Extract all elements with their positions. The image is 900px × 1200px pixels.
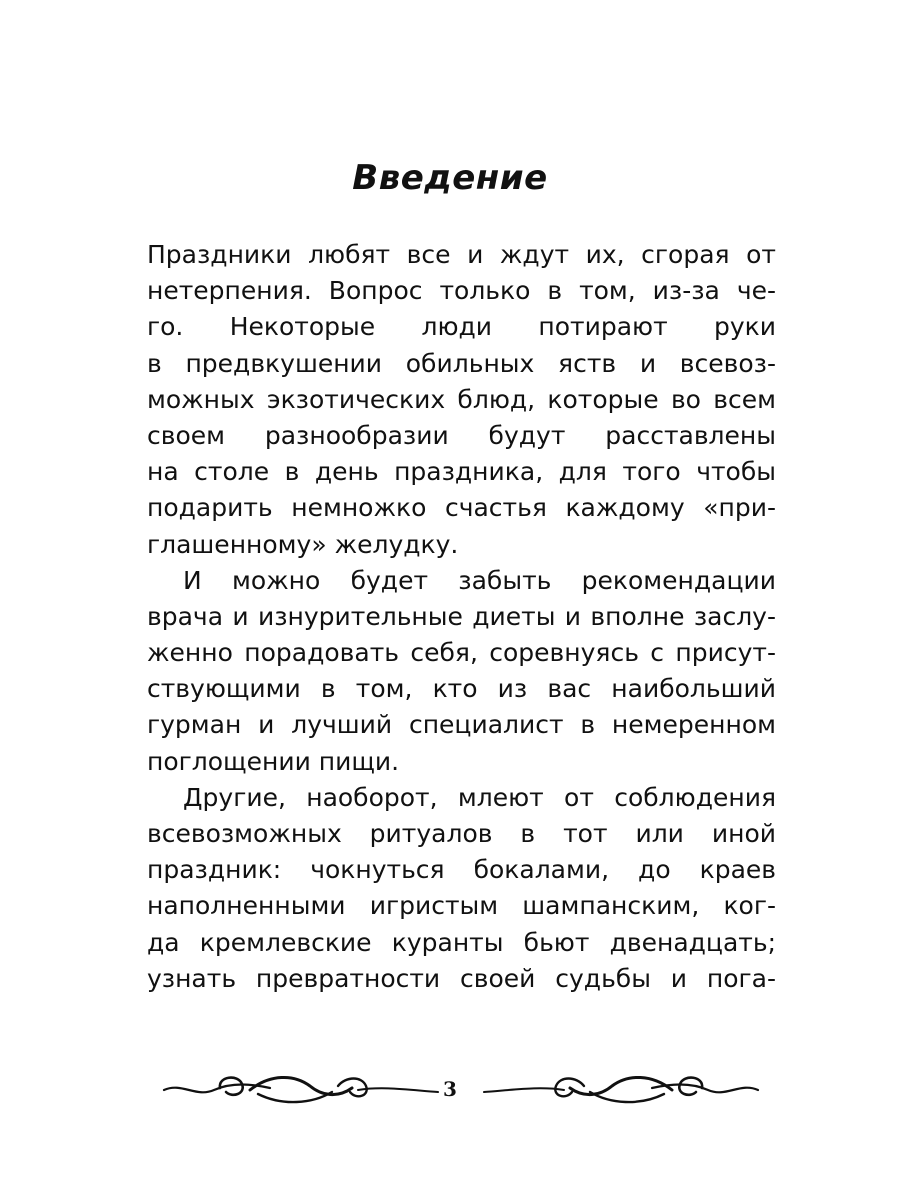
- page-number: 3: [443, 1077, 457, 1101]
- text-line: Праздники любят все и ждут их, сгорая от: [147, 240, 776, 269]
- flourish-left-ornament: [162, 1064, 440, 1116]
- text-line: И можно будет забыть рекомендации: [183, 565, 776, 595]
- text-line: глашенному» желудку.: [147, 529, 459, 559]
- text-line: женно порадовать себя, соревнуясь с присут-: [147, 638, 776, 668]
- paragraph-2: [147, 563, 776, 780]
- body-text: [147, 237, 776, 997]
- text-line: врача и изнурительные диеты и вполне заслу-: [147, 601, 776, 631]
- paragraph-3: [147, 780, 776, 997]
- text-line: гурман и лучший специалист в немеренном: [147, 710, 776, 740]
- text-line: на столе в день праздника, для того чтобы: [147, 457, 776, 487]
- chapter-title: Введение: [352, 158, 548, 198]
- text-line: ствующими в том, кто из вас наибольший: [147, 674, 776, 704]
- text-line: го. Некоторые люди потирают руки: [147, 312, 776, 342]
- text-line: Другие, наоборот, млеют от соблюдения: [183, 782, 776, 812]
- text-line: всевозможных ритуалов в тот или иной: [147, 819, 776, 848]
- page-footer: [0, 1060, 900, 1120]
- text-line: поглощении пищи.: [147, 746, 400, 776]
- flourish-right-ornament: [482, 1064, 760, 1116]
- text-line: нетерпения. Вопрос только в том, из-за че-: [147, 276, 776, 306]
- text-line: можных экзотических блюд, которые во всем: [147, 384, 776, 414]
- text-line: да кремлевские куранты бьют двенадцать;: [147, 927, 776, 957]
- text-line: наполненными игристым шампанским, ког-: [147, 891, 776, 921]
- text-line: своем разнообразии будут расставлены: [147, 420, 776, 450]
- paragraph-1: [147, 237, 776, 563]
- text-line: в предвкушении обильных яств и всевоз-: [147, 348, 776, 378]
- text-line: подарить немножко счастья каждому «при-: [147, 493, 776, 523]
- text-line: праздник: чокнуться бокалами, до краев: [147, 855, 776, 885]
- text-line: узнать превратности своей судьбы и пога-: [147, 963, 776, 993]
